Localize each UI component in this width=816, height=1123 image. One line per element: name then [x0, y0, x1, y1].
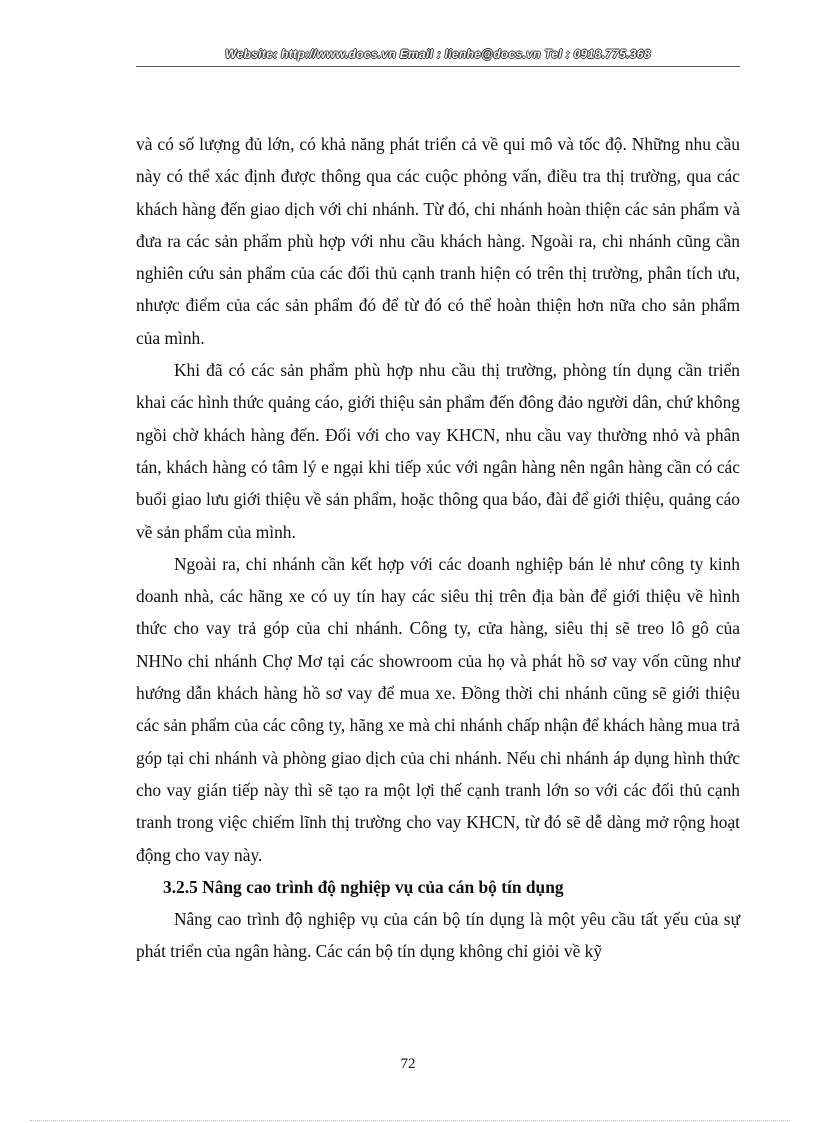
header-divider	[136, 66, 740, 67]
paragraph: Khi đã có các sản phẩm phù hợp nhu cầu thị trường, phòng tín dụng cần triển khai các hình thức quảng cáo, giới thiệu sản phẩm đến đông đảo người dân, chứ không ngồi chờ khách hàng đến. Đối với cho vay KHCN, nhu cầu vay thường nhỏ và phân tán, khách hàng có tâm lý e ngại khi tiếp xúc với ngân hàng nên ngân hàng cần có các buổi giao lưu giới thiệu về sản phẩm, hoặc thông qua báo, đài để giới thiệu, quảng cáo về sản phẩm của mình.	[136, 360, 740, 542]
section-heading: 3.2.5 Nâng cao trình độ nghiệp vụ của cán bộ tín dụng	[163, 876, 564, 897]
paragraph: Nâng cao trình độ nghiệp vụ của cán bộ tín dụng là một yêu cầu tất yếu của sự phát triển của ngân hàng. Các cán bộ tín dụng không chỉ giỏi về kỹ	[136, 909, 740, 962]
paragraph: Ngoài ra, chi nhánh cần kết hợp với các doanh nghiệp bán lẻ như công ty kinh doanh nhà, các hãng xe có uy tín hay các siêu thị trên địa bàn để giới thiệu về hình thức cho vay trả góp của chi nhánh. Công ty, cửa hàng, siêu thị sẽ treo lô gô của NHNo chi nhánh Chợ Mơ tại các showroom của họ và phát hồ sơ vay vốn cũng như hướng dẫn khách hàng hồ sơ vay để mua xe. Đồng thời chi nhánh cũng sẽ giới thiệu các sản phẩm của các công ty, hãng xe mà chi nhánh chấp nhận để khách hàng mua trả góp tại chi nhánh và phòng giao dịch của chi nhánh. Nếu chi nhánh áp dụng hình thức cho vay gián tiếp này thì sẽ tạo ra một lợi thế cạnh tranh lớn so với các đối thủ cạnh tranh trong việc chiếm lĩnh thị trường cho vay KHCN, từ đó sẽ dễ dàng mở rộng hoạt động cho vay này.	[136, 553, 740, 865]
page-number: 72	[400, 1056, 416, 1072]
page-bottom-divider	[30, 1120, 790, 1121]
page-header: Website: http://www.docs.vn Email : lienhe@docs.vn Tel : 0918.775.368	[225, 47, 651, 61]
document-body	[136, 128, 740, 968]
paragraph-continued: và có số lượng đủ lớn, có khả năng phát triển cả về qui mô và tốc độ. Những nhu cầu này có thể xác định được thông qua các cuộc phỏng vấn, điều tra thị trường, qua các khách hàng đến giao dịch với chi nhánh. Từ đó, chi nhánh hoàn thiện các sản phẩm và đưa ra các sản phẩm phù hợp với nhu cầu khách hàng. Ngoài ra, chi nhánh cũng cần nghiên cứu sản phẩm của các đối thủ cạnh tranh hiện có trên thị trường, phân tích ưu, nhược điểm của các sản phẩm đó để từ đó có thể hoàn thiện hơn nữa cho sản phẩm của mình.	[136, 134, 740, 348]
